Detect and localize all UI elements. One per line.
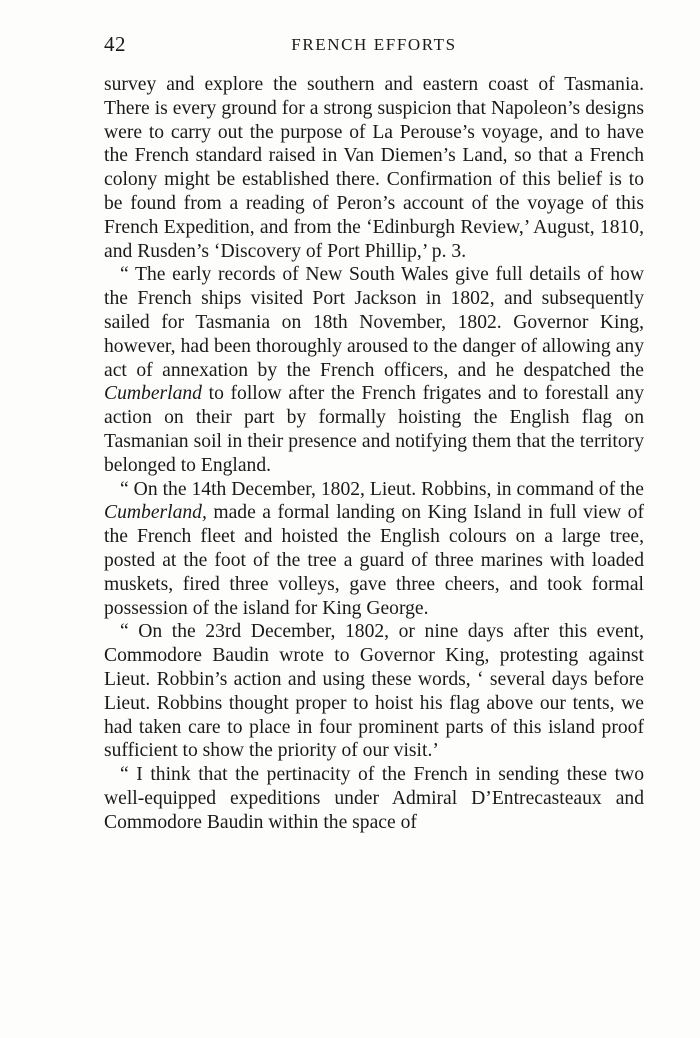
- paragraph-2: [104, 263, 644, 477]
- paragraph-4: [104, 620, 644, 763]
- paragraph-3-text-a: “ On the 14th December, 1802, Lieut. Robbins, in command of the: [120, 478, 644, 500]
- paragraph-5-text: “ I think that the pertinacity of the French in sending these two well-equipped expeditions under Admiral D’Entrecasteaux and Commodore Baudin within the space of: [104, 764, 644, 833]
- paragraph-2-text-b: to follow after the French frigates and to forestall any action on their part by formally hoisting the English flag on Tasmanian soil in their presence and notifying them that the territory belonged to England.: [104, 383, 644, 476]
- paragraph-1-text: survey and explore the southern and eastern coast of Tasmania. There is every ground for a strong suspicion that Napoleon’s designs were to carry out the purpose of La Perouse’s voyage, and to have the French standard raised in Van Diemen’s Land, so that a French colony might be established there. Confirmation of this belief is to be found from a reading of Peron’s account of the voyage of this French Expedition, and from the ‘Edinburgh Review,’ August, 1810, and Rusden’s ‘Discovery of Port Phillip,’ p. 3.: [104, 74, 644, 262]
- ship-name-italic: Cumberland: [104, 383, 202, 405]
- paragraph-1: [104, 73, 644, 263]
- ship-name-italic: Cumberland,: [104, 502, 207, 524]
- paragraph-5: [104, 763, 644, 834]
- paragraph-3: [104, 478, 644, 621]
- page-number: 42: [104, 32, 126, 56]
- body-text: [104, 73, 644, 835]
- paragraph-2-text-a: “ The early records of New South Wales give full details of how the French ships visited Port Jackson in 1802, and subsequently sailed for Tasmania on 18th November, 1802. Governor King, however, had been thoroughly aroused to the danger of allowing any act of annexation by the French officers, and he despatched the: [104, 264, 644, 381]
- running-title: FRENCH EFFORTS: [291, 35, 457, 54]
- paragraph-4-text: “ On the 23rd December, 1802, or nine days after this event, Commodore Baudin wrote to Governor King, protesting against Lieut. Robbin’s action and using these words, ‘ several days before Lieut. Robbins thought proper to hoist his flag above our tents, we had taken care to place in four prominent parts of this island proof sufficient to show the priority of our visit.’: [104, 621, 644, 762]
- paragraph-3-text-b: made a formal landing on King Island in full view of the French fleet and hoisted the English colours on a large tree, posted at the foot of the tree a guard of three marines with loaded muskets, fired three volleys, gave three cheers, and took formal possession of the island for King George.: [104, 502, 644, 619]
- running-head: [104, 32, 644, 58]
